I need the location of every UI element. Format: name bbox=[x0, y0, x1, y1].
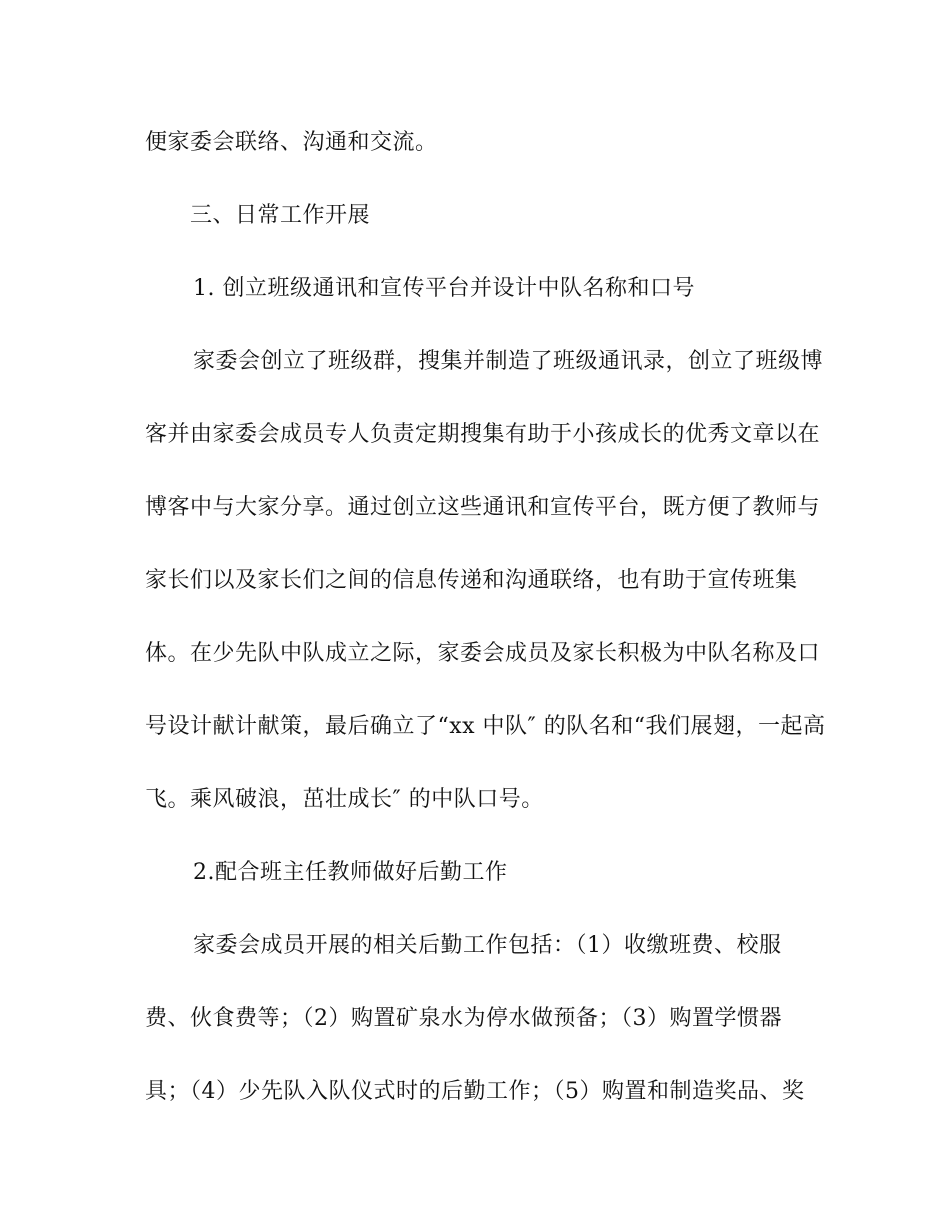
paragraph-line: 客并由家委会成员专人负责定期搜集有助于小孩成长的优秀文章以在 bbox=[145, 422, 821, 447]
paragraph-line: 号设计献计献策，最后确立了“xx 中队″ 的队名和“我们展翅，一起高 bbox=[145, 714, 826, 739]
paragraph-line: 具；（4）少先队入队仪式时的后勤工作；（5）购置和制造奖品、奖 bbox=[145, 1079, 805, 1104]
subsection-heading: 1. 创立班级通讯和宣传平台并设计中队名称和口号 bbox=[193, 276, 695, 301]
paragraph-line: 费、伙食费等；（2）购置矿泉水为停水做预备；（3）购置学惯器 bbox=[145, 1006, 782, 1031]
paragraph-line: 博客中与大家分享。通过创立这些通讯和宣传平台，既方便了教师与 bbox=[145, 495, 821, 520]
paragraph-line: 便家委会联络、沟通和交流。 bbox=[145, 130, 438, 155]
paragraph-line: 家委会创立了班级群，搜集并制造了班级通讯录，创立了班级博 bbox=[193, 349, 824, 374]
paragraph-line: 家委会成员开展的相关后勤工作包括：（1）收缴班费、校服 bbox=[193, 933, 782, 958]
section-heading: 三、日常工作开展 bbox=[190, 203, 371, 228]
paragraph-line: 家长们以及家长们之间的信息传递和沟通联络，也有助于宣传班集 bbox=[145, 568, 798, 593]
subsection-heading: 2.配合班主任教师做好后勤工作 bbox=[193, 860, 508, 885]
paragraph-line: 飞。乘风破浪，茁壮成长″ 的中队口号。 bbox=[145, 787, 544, 812]
paragraph-line: 体。在少先队中队成立之际，家委会成员及家长积极为中队名称及口 bbox=[145, 641, 821, 666]
